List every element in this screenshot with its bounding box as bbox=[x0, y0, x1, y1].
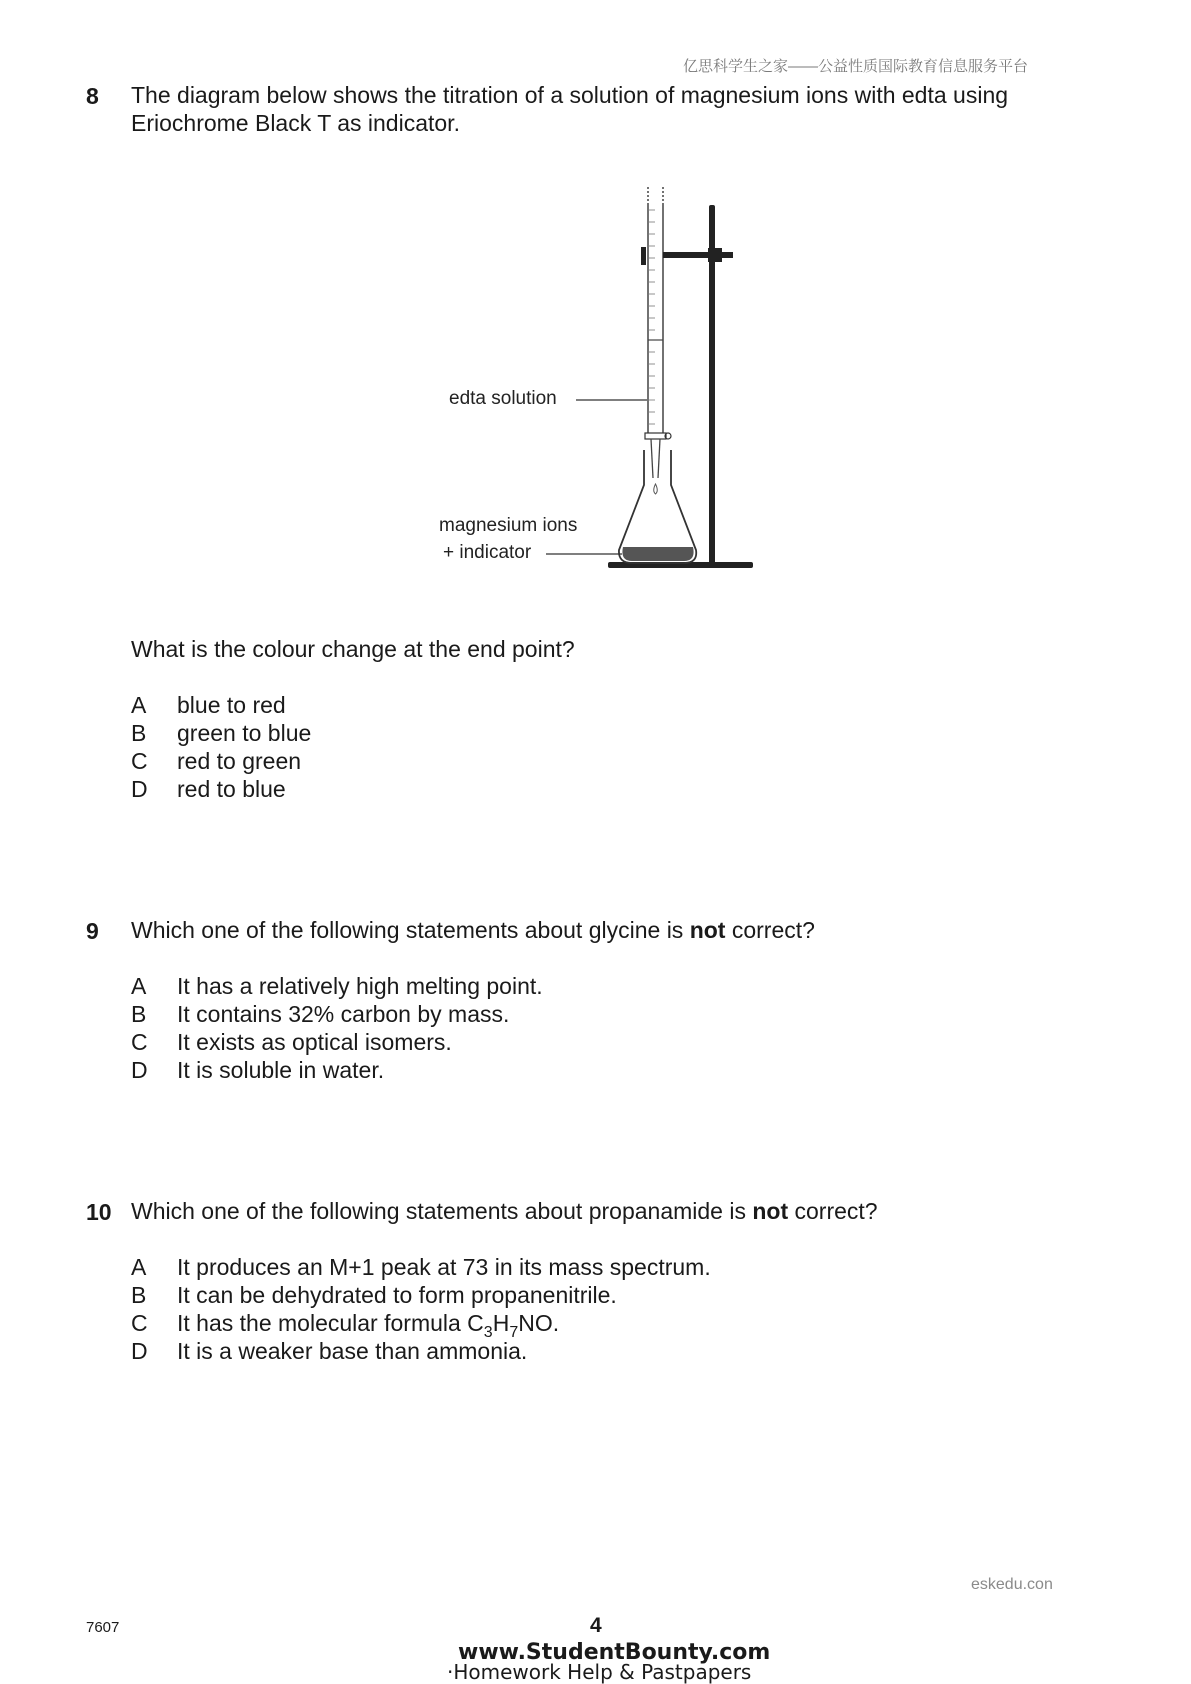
q10-option-d-letter: D bbox=[131, 1338, 148, 1364]
q9-option-d-letter: D bbox=[131, 1057, 148, 1083]
q9-option-a-letter: A bbox=[131, 973, 147, 999]
burette bbox=[645, 185, 671, 494]
q10-option-a-text[interactable]: It produces an M+1 peak at 73 in its mass spectrum. bbox=[177, 1254, 711, 1280]
q10-option-c-text[interactable]: It has the molecular formula $C_3H_7NO$. bbox=[177, 1310, 560, 1341]
q8-option-a-text[interactable]: blue to red bbox=[177, 692, 286, 718]
q9-option-b-letter: B bbox=[131, 1001, 147, 1027]
q10-option-d-text[interactable]: It is a weaker base than ammonia. bbox=[177, 1338, 528, 1364]
q8-option-b-letter: B bbox=[131, 720, 147, 746]
q9-option-d-text[interactable]: It is soluble in water. bbox=[177, 1057, 385, 1083]
q9-emphasis: not bbox=[689, 917, 726, 943]
q8-option-c-letter: C bbox=[131, 748, 148, 774]
paper-code: 7607 bbox=[86, 1619, 120, 1636]
q8-option-d-letter: D bbox=[131, 776, 148, 802]
question-9-text: Which one of the following statements about glycine is not correct? bbox=[131, 917, 815, 943]
q10-option-c-letter: C bbox=[131, 1310, 148, 1336]
studentbounty-url[interactable]: www.StudentBounty.com bbox=[458, 1640, 771, 1665]
studentbounty-tagline: ·Homework Help & Pastpapers bbox=[447, 1660, 752, 1684]
label-edta-solution: edta solution bbox=[449, 388, 557, 409]
question-10-text: Which one of the following statements about propanamide is not correct? bbox=[131, 1198, 878, 1224]
q10-option-a-letter: A bbox=[131, 1254, 147, 1280]
header-watermark: 亿思科学生之家——公益性质国际教育信息服务平台 bbox=[683, 58, 1029, 75]
q10-emphasis: not bbox=[752, 1198, 789, 1224]
q8-option-b-text[interactable]: green to blue bbox=[177, 720, 312, 746]
label-indicator: + indicator bbox=[443, 542, 532, 563]
burette-clamp bbox=[641, 247, 733, 265]
question-8-number: 8 bbox=[86, 83, 99, 109]
q10-option-b-text[interactable]: It can be dehydrated to form propanenitrile. bbox=[177, 1282, 617, 1308]
question-8-text-line-2: Eriochrome Black T as indicator. bbox=[131, 110, 460, 136]
q8-option-c-text[interactable]: red to green bbox=[177, 748, 302, 774]
conical-flask bbox=[619, 450, 696, 563]
question-10-number: 10 bbox=[86, 1199, 112, 1225]
q8-option-d-text[interactable]: red to blue bbox=[177, 776, 286, 802]
q9-option-c-text[interactable]: It exists as optical isomers. bbox=[177, 1029, 452, 1055]
retort-stand bbox=[608, 205, 753, 568]
q8-option-a-letter: A bbox=[131, 692, 147, 718]
q9-option-a-text[interactable]: It has a relatively high melting point. bbox=[177, 973, 543, 999]
q9-option-b-text[interactable]: It contains 32% carbon by mass. bbox=[177, 1001, 510, 1027]
site-watermark: eskedu.con bbox=[971, 1576, 1053, 1593]
question-9-number: 9 bbox=[86, 918, 99, 944]
label-magnesium-ions: magnesium ions bbox=[439, 515, 578, 536]
question-8-text-line-1: The diagram below shows the titration of a solution of magnesium ions with edta using bbox=[131, 82, 1009, 108]
q10-option-b-letter: B bbox=[131, 1282, 147, 1308]
q9-option-c-letter: C bbox=[131, 1029, 148, 1055]
question-8-prompt: What is the colour change at the end point? bbox=[131, 636, 575, 662]
page-number: 4 bbox=[590, 1614, 602, 1637]
